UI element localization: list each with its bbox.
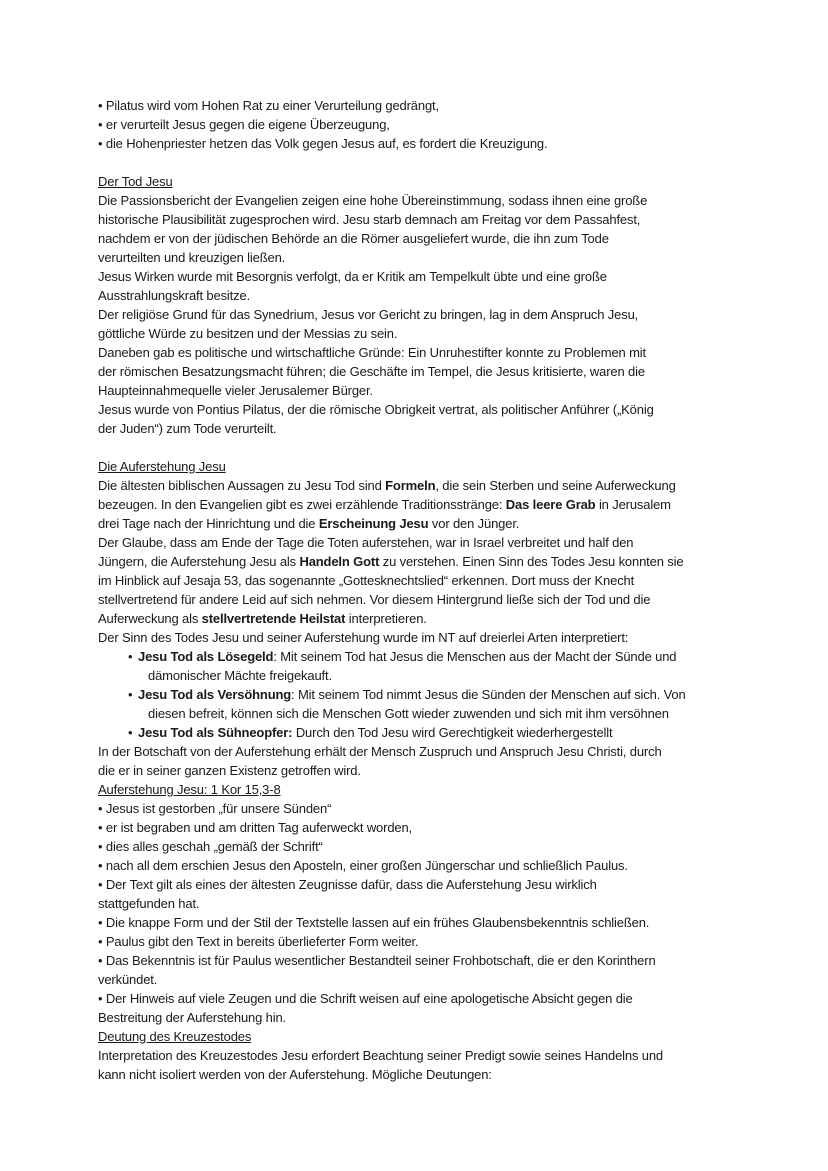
- text-line: [98, 799, 738, 818]
- text-segment: , die sein Sterben und seine Auferweckung: [435, 478, 676, 493]
- section-heading: [98, 457, 738, 476]
- text-segment: • Jesus ist gestorben „für unsere Sünden“: [98, 801, 332, 816]
- bold-term: Formeln: [385, 478, 436, 493]
- text-segment: • Paulus gibt den Text in bereits überlieferter Form weiter.: [98, 934, 419, 949]
- blank-line: [98, 438, 738, 457]
- text-line: [98, 305, 738, 324]
- text-line: [98, 704, 738, 723]
- text-line: [98, 742, 738, 761]
- text-segment: • dies alles geschah „gemäß der Schrift“: [98, 839, 323, 854]
- text-segment: drei Tage nach der Hinrichtung und die: [98, 516, 319, 531]
- text-line: [98, 818, 738, 837]
- bold-term: stellvertretende Heilstat: [201, 611, 346, 626]
- text-line: [98, 476, 738, 495]
- text-line: [98, 229, 738, 248]
- text-segment: • Der Text gilt als eines der ältesten Zeugnisse dafür, dass die Auferstehung Jesu wirklich: [98, 877, 597, 892]
- bold-term: Jesu Tod als Lösegeld: [138, 649, 274, 664]
- text-line: [98, 609, 738, 628]
- text-line: [98, 514, 738, 533]
- text-line: [98, 837, 738, 856]
- text-segment: Der religiöse Grund für das Synedrium, Jesus vor Gericht zu bringen, lag in dem Anspruch Jesu,: [98, 307, 639, 322]
- list-item: [98, 723, 738, 742]
- text-segment: Die ältesten biblischen Aussagen zu Jesu Tod sind: [98, 478, 386, 493]
- text-line: [98, 533, 738, 552]
- text-line: [98, 666, 738, 685]
- document-page: [98, 96, 738, 1084]
- bold-term: Das leere Grab: [505, 497, 596, 512]
- text-segment: im Hinblick auf Jesaja 53, das sogenannte „Gottesknechtslied“ erkennen. Dort muss der Knecht: [98, 573, 635, 588]
- text-segment: Bestreitung der Auferstehung hin.: [98, 1010, 287, 1025]
- text-segment: die er in seiner ganzen Existenz getroffen wird.: [98, 763, 361, 778]
- text-segment: • Der Hinweis auf viele Zeugen und die Schrift weisen auf eine apologetische Absicht gegen die: [98, 991, 633, 1006]
- text-line: [98, 989, 738, 1008]
- bullet-icon: •: [128, 687, 133, 702]
- text-line: [98, 571, 738, 590]
- text-segment: Durch den Tod Jesu wird Gerechtigkeit wiederhergestellt: [292, 725, 613, 740]
- text-line: [98, 856, 738, 875]
- text-line: [98, 381, 738, 400]
- text-segment: • Pilatus wird vom Hohen Rat zu einer Verurteilung gedrängt,: [98, 98, 439, 113]
- text-line: [98, 419, 738, 438]
- text-segment: verurteilten und kreuzigen ließen.: [98, 250, 286, 265]
- text-segment: göttliche Würde zu besitzen und der Messias zu sein.: [98, 326, 398, 341]
- text-segment: : Mit seinem Tod hat Jesus die Menschen aus der Macht der Sünde und: [273, 649, 677, 664]
- text-line: [98, 875, 738, 894]
- text-segment: nachdem er von der jüdischen Behörde an die Römer ausgeliefert wurde, die ihn zum Tode: [98, 231, 609, 246]
- bold-term: Erscheinung Jesu: [318, 516, 429, 531]
- text-line: [98, 495, 738, 514]
- text-segment: Auferstehung Jesu: 1 Kor 15,3-8: [98, 782, 281, 797]
- bold-term: Jesu Tod als Versöhnung: [138, 687, 292, 702]
- text-segment: dämonischer Mächte freigekauft.: [148, 668, 332, 683]
- text-line: [98, 267, 738, 286]
- text-segment: • er verurteilt Jesus gegen die eigene Überzeugung,: [98, 117, 390, 132]
- text-segment: stattgefunden hat.: [98, 896, 200, 911]
- text-line: [98, 286, 738, 305]
- bullet-icon: •: [128, 725, 133, 740]
- text-segment: • Die knappe Form und der Stil der Textstelle lassen auf ein frühes Glaubensbekenntnis schließen.: [98, 915, 650, 930]
- text-line: [98, 1046, 738, 1065]
- text-segment: Jüngern, die Auferstehung Jesu als: [98, 554, 300, 569]
- text-line: [98, 590, 738, 609]
- list-item-text: [128, 687, 686, 702]
- text-line: [98, 115, 738, 134]
- text-line: [98, 362, 738, 381]
- text-line: [98, 134, 738, 153]
- text-line: [98, 913, 738, 932]
- text-line: [98, 1008, 738, 1027]
- bullet-icon: •: [128, 649, 133, 664]
- bold-term: Handeln Gott: [299, 554, 380, 569]
- text-segment: kann nicht isoliert werden von der Auferstehung. Mögliche Deutungen:: [98, 1067, 492, 1082]
- text-segment: Die Auferstehung Jesu: [98, 459, 226, 474]
- text-segment: Der Glaube, dass am Ende der Tage die Toten auferstehen, war in Israel verbreitet und half den: [98, 535, 634, 550]
- text-segment: Interpretation des Kreuzestodes Jesu erfordert Beachtung seiner Predigt sowie seines Handelns und: [98, 1048, 664, 1063]
- list-item-text: [128, 649, 676, 664]
- section-heading: [98, 780, 738, 799]
- text-line: [98, 552, 738, 571]
- text-segment: • die Hohenpriester hetzen das Volk gegen Jesus auf, es fordert die Kreuzigung.: [98, 136, 548, 151]
- text-segment: Deutung des Kreuzestodes: [98, 1029, 252, 1044]
- text-line: [98, 210, 738, 229]
- section-heading: [98, 1027, 738, 1046]
- text-segment: vor den Jünger.: [428, 516, 520, 531]
- text-segment: • er ist begraben und am dritten Tag auferweckt worden,: [98, 820, 413, 835]
- text-line: [98, 761, 738, 780]
- text-line: [98, 248, 738, 267]
- text-segment: bezeugen. In den Evangelien gibt es zwei erzählende Traditionsstränge:: [98, 497, 506, 512]
- text-segment: In der Botschaft von der Auferstehung erhält der Mensch Zuspruch und Anspruch Jesu Christi, durch: [98, 744, 662, 759]
- text-line: [98, 628, 738, 647]
- text-segment: der Juden“) zum Tode verurteilt.: [98, 421, 277, 436]
- text-segment: Ausstrahlungskraft besitze.: [98, 288, 251, 303]
- text-segment: Haupteinnahmequelle vieler Jerusalemer Bürger.: [98, 383, 373, 398]
- text-line: [98, 324, 738, 343]
- text-segment: Jesus Wirken wurde mit Besorgnis verfolgt, da er Kritik am Tempelkult übte und eine große: [98, 269, 607, 284]
- text-segment: • nach all dem erschien Jesus den Aposteln, einer großen Jüngerschar und schließlich Paulus.: [98, 858, 628, 873]
- text-line: [98, 1065, 738, 1084]
- text-segment: diesen befreit, können sich die Menschen Gott wieder zuwenden und sich mit ihm versöhnen: [148, 706, 669, 721]
- list-item: [98, 647, 738, 666]
- text-segment: stellvertretend für andere Leid auf sich nehmen. Vor diesem Hintergrund ließe sich der Tod und die: [98, 592, 651, 607]
- text-line: [98, 932, 738, 951]
- text-segment: Daneben gab es politische und wirtschaftliche Gründe: Ein Unruhestifter konnte zu Problemen mit: [98, 345, 646, 360]
- text-line: [98, 191, 738, 210]
- text-segment: verkündet.: [98, 972, 158, 987]
- section-heading: [98, 172, 738, 191]
- text-segment: Jesus wurde von Pontius Pilatus, der die römische Obrigkeit vertrat, als politischer Anführer („König: [98, 402, 654, 417]
- text-segment: historische Plausibilität zugesprochen wird. Jesu starb demnach am Freitag vor dem Passahfest,: [98, 212, 641, 227]
- text-segment: Die Passionsbericht der Evangelien zeigen eine hohe Übereinstimmung, sodass ihnen eine große: [98, 193, 648, 208]
- bold-term: Jesu Tod als Sühneopfer:: [138, 725, 293, 740]
- text-segment: • Das Bekenntnis ist für Paulus wesentlicher Bestandteil seiner Frohbotschaft, die er den Korinthern: [98, 953, 656, 968]
- text-line: [98, 400, 738, 419]
- text-line: [98, 894, 738, 913]
- text-segment: der römischen Besatzungsmacht führen; die Geschäfte im Tempel, die Jesus kritisierte, waren die: [98, 364, 645, 379]
- text-line: [98, 951, 738, 970]
- text-line: [98, 970, 738, 989]
- text-line: [98, 96, 738, 115]
- text-segment: interpretieren.: [345, 611, 427, 626]
- blank-line: [98, 153, 738, 172]
- text-segment: Auferweckung als: [98, 611, 202, 626]
- list-item-text: [128, 725, 613, 740]
- text-segment: in Jerusalem: [595, 497, 671, 512]
- text-segment: : Mit seinem Tod nimmt Jesus die Sünden der Menschen auf sich. Von: [291, 687, 686, 702]
- text-line: [98, 343, 738, 362]
- list-item: [98, 685, 738, 704]
- text-segment: Der Tod Jesu: [98, 174, 173, 189]
- text-segment: zu verstehen. Einen Sinn des Todes Jesu konnten sie: [379, 554, 684, 569]
- text-segment: Der Sinn des Todes Jesu und seiner Auferstehung wurde im NT auf dreierlei Arten interpretiert:: [98, 630, 629, 645]
